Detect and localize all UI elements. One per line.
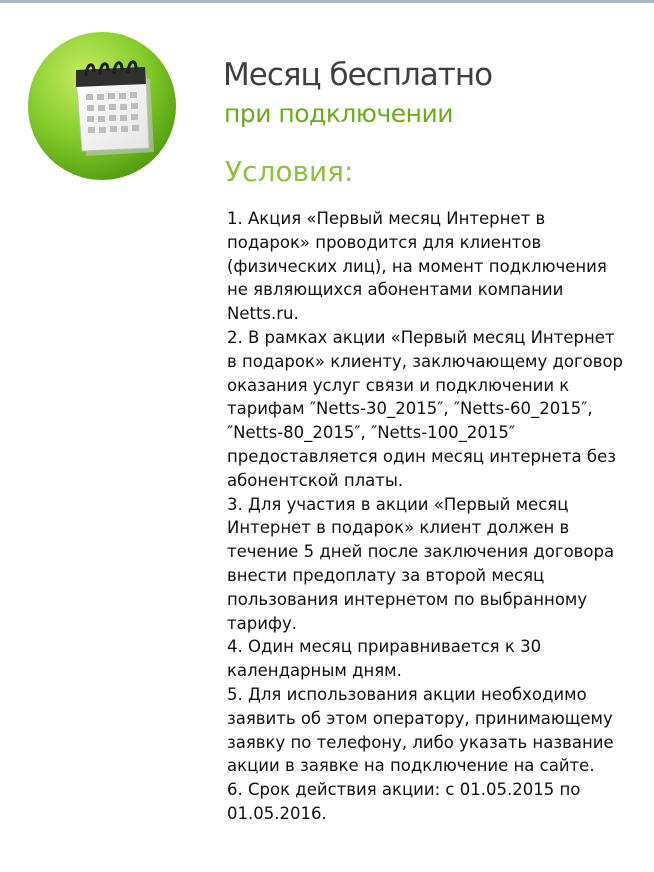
top-border — [0, 0, 654, 3]
promo-logo — [28, 32, 176, 180]
condition-item: 2. В рамках акции «Первый месяц Интернет в подарок» клиенту, заключающему договор оказания услуг связи и подключении к тарифам ″Netts-30_2015″, ″Netts-60_2015″, ″Netts-80_2015″, ″Netts-100_2015″ предоставляется один месяц интернета без абонентской платы. — [227, 327, 624, 490]
conditions-list — [227, 207, 627, 826]
promo-subtitle: при подключении — [224, 99, 453, 128]
promo-title: Месяц бесплатно — [223, 57, 493, 93]
condition-item: 6. Срок действия акции: с 01.05.2015 по 01.05.2016. — [227, 780, 581, 823]
condition-item: 1. Акция «Первый месяц Интернет в подарок» проводится для клиентов (физических лиц), на момент подключения не являющихся абонентами компании Netts.ru. — [227, 209, 607, 324]
condition-item: 3. Для участия в акции «Первый месяц Интернет в подарок» клиент должен в течение 5 дней после заключения договора внести предоплату за второй месяц пользования интернетом по выбранному тарифу. — [227, 494, 615, 633]
condition-item: 4. Один месяц приравнивается к 30 календарным дням. — [227, 637, 542, 681]
conditions-heading: Условия: — [225, 155, 354, 188]
calendar-icon — [28, 32, 176, 180]
condition-item: 5. Для использования акции необходимо заявить об этом оператору, принимающему заявку по телефону, либо указать название акции в заявке на подключение на сайте. — [227, 684, 614, 776]
